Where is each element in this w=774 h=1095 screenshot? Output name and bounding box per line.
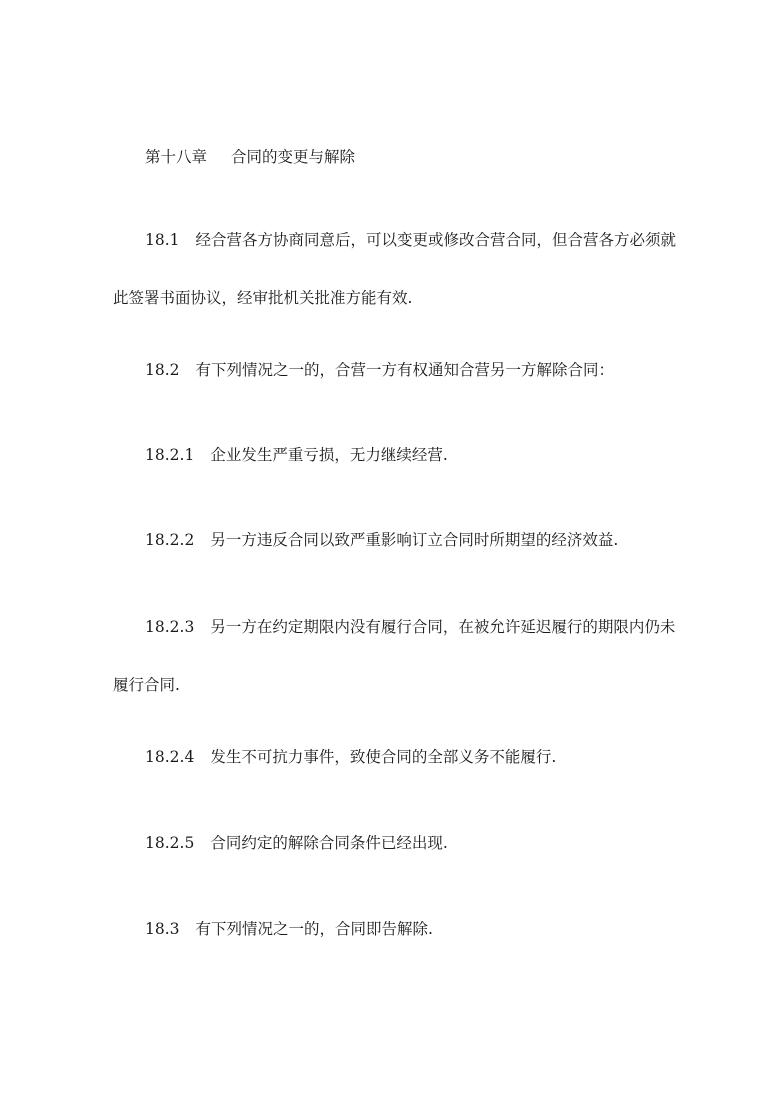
clause-text: 另一方违反合同以致严重影响订立合同时所期望的经济效益. — [210, 531, 619, 549]
clause-number: 18.3 — [145, 920, 180, 938]
clause-number: 18.2.1 — [145, 446, 195, 464]
clause-text: 经合营各方协商同意后，可以变更或修改合营合同，但合营各方必须就 — [195, 231, 677, 249]
clause-number: 18.2.3 — [145, 618, 195, 636]
clause-18-2-1 — [113, 430, 693, 480]
clause-18-2-5 — [113, 818, 693, 868]
clause-text: 企业发生严重亏损，无力继续经营. — [210, 446, 448, 464]
clause-number: 18.2 — [145, 361, 180, 379]
clause-text: 合同约定的解除合同条件已经出现. — [210, 834, 448, 852]
clause-text: 有下列情况之一的，合营一方有权通知合营另一方解除合同： — [195, 361, 615, 379]
clause-18-2-4 — [113, 732, 693, 782]
chapter-heading — [145, 132, 725, 182]
chapter-title: 合同的变更与解除 — [231, 148, 356, 166]
clause-number: 18.2.5 — [145, 834, 195, 852]
clause-18-2-2 — [113, 515, 693, 565]
clause-text: 另一方在约定期限内没有履行合同，在被允许延迟履行的期限内仍未 — [210, 618, 676, 636]
clause-18-2-3 — [113, 602, 693, 710]
clause-text-continued: 此签署书面协议，经审批机关批准方能有效. — [113, 289, 413, 307]
clause-number: 18.2.2 — [145, 531, 195, 549]
clause-text: 有下列情况之一的，合同即告解除. — [195, 920, 433, 938]
clause-18-3 — [113, 904, 693, 954]
clause-text: 发生不可抗力事件，致使合同的全部义务不能履行. — [210, 748, 557, 766]
clause-number: 18.1 — [145, 231, 180, 249]
chapter-number: 第十八章 — [145, 148, 208, 166]
clause-18-2 — [113, 345, 693, 395]
clause-number: 18.2.4 — [145, 748, 195, 766]
clause-18-1 — [113, 215, 693, 323]
clause-text-continued: 履行合同. — [113, 676, 180, 694]
